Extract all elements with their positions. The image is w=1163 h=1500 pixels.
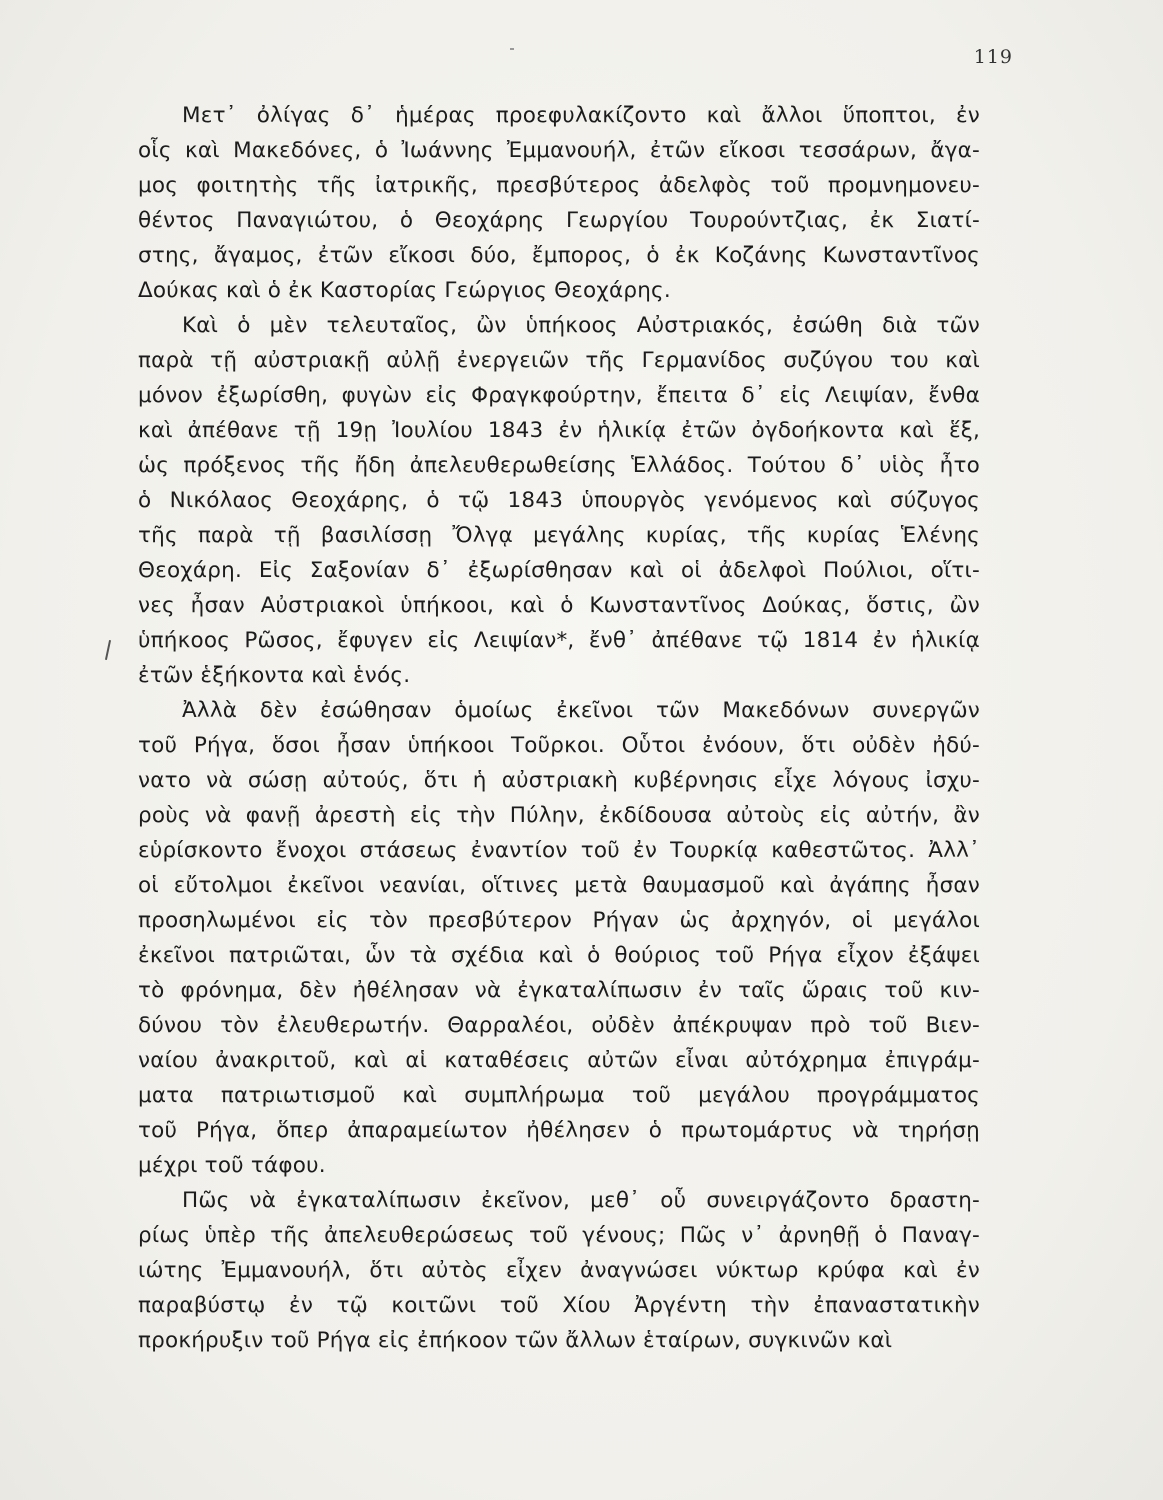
text-line: ρίως ὑπὲρ τῆς ἀπελευθερώσεως τοῦ γένους; Πῶς ν᾽ ἀρνηθῇ ὁ Παναγ- — [138, 1223, 980, 1248]
text-line: νατο νὰ σώσῃ αὐτούς, ὅτι ἡ αὐστριακὴ κυβέρνησις εἶχε λόγους ἰσχυ- — [138, 768, 980, 793]
text-line: ἐτῶν ἑξήκοντα καὶ ἑνός. — [138, 663, 411, 688]
paragraph — [138, 1183, 980, 1358]
text-line: ἐκεῖνοι πατριῶται, ὧν τὰ σχέδια καὶ ὁ θούριος τοῦ Ρήγα εἶχον ἐξάψει — [138, 943, 980, 968]
text-line: ὡς πρόξενος τῆς ἤδη ἀπελευθερωθείσης Ἑλλάδος. Τούτου δ᾽ υἱὸς ἦτο — [138, 453, 980, 478]
text-line: οἱ εὔτολμοι ἐκεῖνοι νεανίαι, οἵτινες μετὰ θαυμασμοῦ καὶ ἀγάπης ἦσαν — [138, 873, 980, 898]
text-line: μέχρι τοῦ τάφου. — [138, 1153, 326, 1178]
text-line: ιώτης Ἐμμανουήλ, ὅτι αὐτὸς εἶχεν ἀναγνώσει νύκτωρ κρύφα καὶ ἐν — [138, 1258, 980, 1283]
text-line: παραβύστῳ ἐν τῷ κοιτῶνι τοῦ Χίου Ἀργέντη τὴν ἐπαναστατικὴν — [138, 1293, 980, 1318]
text-line: οἷς καὶ Μακεδόνες, ὁ Ἰωάννης Ἐμμανουήλ, ἐτῶν εἴκοσι τεσσάρων, ἄγα- — [138, 138, 980, 163]
text-line: Ἀλλὰ δὲν ἐσώθησαν ὁμοίως ἐκεῖνοι τῶν Μακεδόνων συνεργῶν — [182, 698, 980, 723]
text-line: Θεοχάρη. Εἰς Σαξονίαν δ᾽ ἐξωρίσθησαν καὶ οἱ ἀδελφοὶ Πούλιοι, οἵτι- — [138, 558, 980, 583]
text-line: ματα πατριωτισμοῦ καὶ συμπλήρωμα τοῦ μεγάλου προγράμματος — [138, 1083, 980, 1108]
text-line: νες ἦσαν Αὐστριακοὶ ὑπήκοοι, καὶ ὁ Κωνσταντῖνος Δούκας, ὅστις, ὢν — [138, 593, 980, 618]
margin-pencil-mark — [105, 640, 111, 660]
text-line: Πῶς νὰ ἐγκαταλίπωσιν ἐκεῖνον, μεθ᾽ οὗ συνειργάζοντο δραστη- — [182, 1188, 980, 1213]
paragraph — [138, 98, 980, 308]
text-line: τὸ φρόνημα, δὲν ἠθέλησαν νὰ ἐγκαταλίπωσιν ἐν ταῖς ὥραις τοῦ κιν- — [138, 978, 980, 1003]
text-line: δύνου τὸν ἐλευθερωτήν. Θαρραλέοι, οὐδὲν ἀπέκρυψαν πρὸ τοῦ Βιεν- — [138, 1013, 980, 1038]
text-line: μος φοιτητὴς τῆς ἰατρικῆς, πρεσβύτερος ἀδελφὸς τοῦ προμνημονευ- — [138, 173, 980, 198]
text-line: εὑρίσκοντο ἔνοχοι στάσεως ἐναντίον τοῦ ἐν Τουρκίᾳ καθεστῶτος. Ἀλλ᾽ — [138, 838, 980, 863]
text-line: τῆς παρὰ τῇ βασιλίσσῃ Ὄλγᾳ μεγάλης κυρίας, τῆς κυρίας Ἑλένης — [138, 523, 980, 548]
text-line: ναίου ἀνακριτοῦ, καὶ αἱ καταθέσεις αὐτῶν εἶναι αὐτόχρημα ἐπιγράμ- — [138, 1048, 980, 1073]
text-line: προκήρυξιν τοῦ Ρήγα εἰς ἐπήκοον τῶν ἄλλων ἑταίρων, συγκινῶν καὶ — [138, 1328, 893, 1353]
text-line: μόνον ἐξωρίσθη, φυγὼν εἰς Φραγκφούρτην, ἔπειτα δ᾽ εἰς Λειψίαν, ἔνθα — [138, 383, 980, 408]
text-line: καὶ ἀπέθανε τῇ 19ῃ Ἰουλίου 1843 ἐν ἡλικίᾳ ἐτῶν ὀγδοήκοντα καὶ ἕξ, — [138, 418, 980, 443]
text-line: παρὰ τῇ αὐστριακῇ αὐλῇ ἐνεργειῶν τῆς Γερμανίδος συζύγου του καὶ — [138, 348, 980, 373]
text-line: τοῦ Ρήγα, ὅσοι ἦσαν ὑπήκοοι Τοῦρκοι. Οὗτοι ἐνόουν, ὅτι οὐδὲν ἠδύ- — [138, 733, 980, 758]
text-line: προσηλωμένοι εἰς τὸν πρεσβύτερον Ρήγαν ὡς ἀρχηγόν, οἱ μεγάλοι — [138, 908, 980, 933]
text-line: στης, ἄγαμος, ἐτῶν εἴκοσι δύο, ἔμπορος, ὁ ἐκ Κοζάνης Κωνσταντῖνος — [138, 243, 980, 268]
scan-speck — [510, 48, 514, 50]
page-number: 119 — [973, 46, 1013, 68]
paragraph — [138, 308, 980, 693]
text-line: θέντος Παναγιώτου, ὁ Θεοχάρης Γεωργίου Τουρούντζιας, ἐκ Σιατί- — [138, 208, 980, 233]
text-line: Δούκας καὶ ὁ ἐκ Καστορίας Γεώργιος Θεοχάρης. — [138, 278, 671, 303]
text-line: ὁ Νικόλαος Θεοχάρης, ὁ τῷ 1843 ὑπουργὸς γενόμενος καὶ σύζυγος — [138, 488, 980, 513]
text-line: τοῦ Ρήγα, ὅπερ ἀπαραμείωτον ἠθέλησεν ὁ πρωτομάρτυς νὰ τηρήσῃ — [138, 1118, 980, 1143]
paragraph — [138, 693, 980, 1183]
text-line: Καὶ ὁ μὲν τελευταῖος, ὢν ὑπήκοος Αὐστριακός, ἐσώθη διὰ τῶν — [182, 313, 980, 338]
text-line: ροὺς νὰ φανῇ ἀρεστὴ εἰς τὴν Πύλην, ἐκδίδουσα αὐτοὺς εἰς αὐτήν, ἂν — [138, 803, 980, 828]
body-text — [138, 98, 980, 1358]
text-line: Μετ᾽ ὀλίγας δ᾽ ἡμέρας προεφυλακίζοντο καὶ ἄλλοι ὕποπτοι, ἐν — [182, 103, 980, 128]
text-line: ὑπήκοος Ρῶσος, ἔφυγεν εἰς Λειψίαν*, ἔνθ᾽ ἀπέθανε τῷ 1814 ἐν ἡλικίᾳ — [138, 628, 980, 653]
